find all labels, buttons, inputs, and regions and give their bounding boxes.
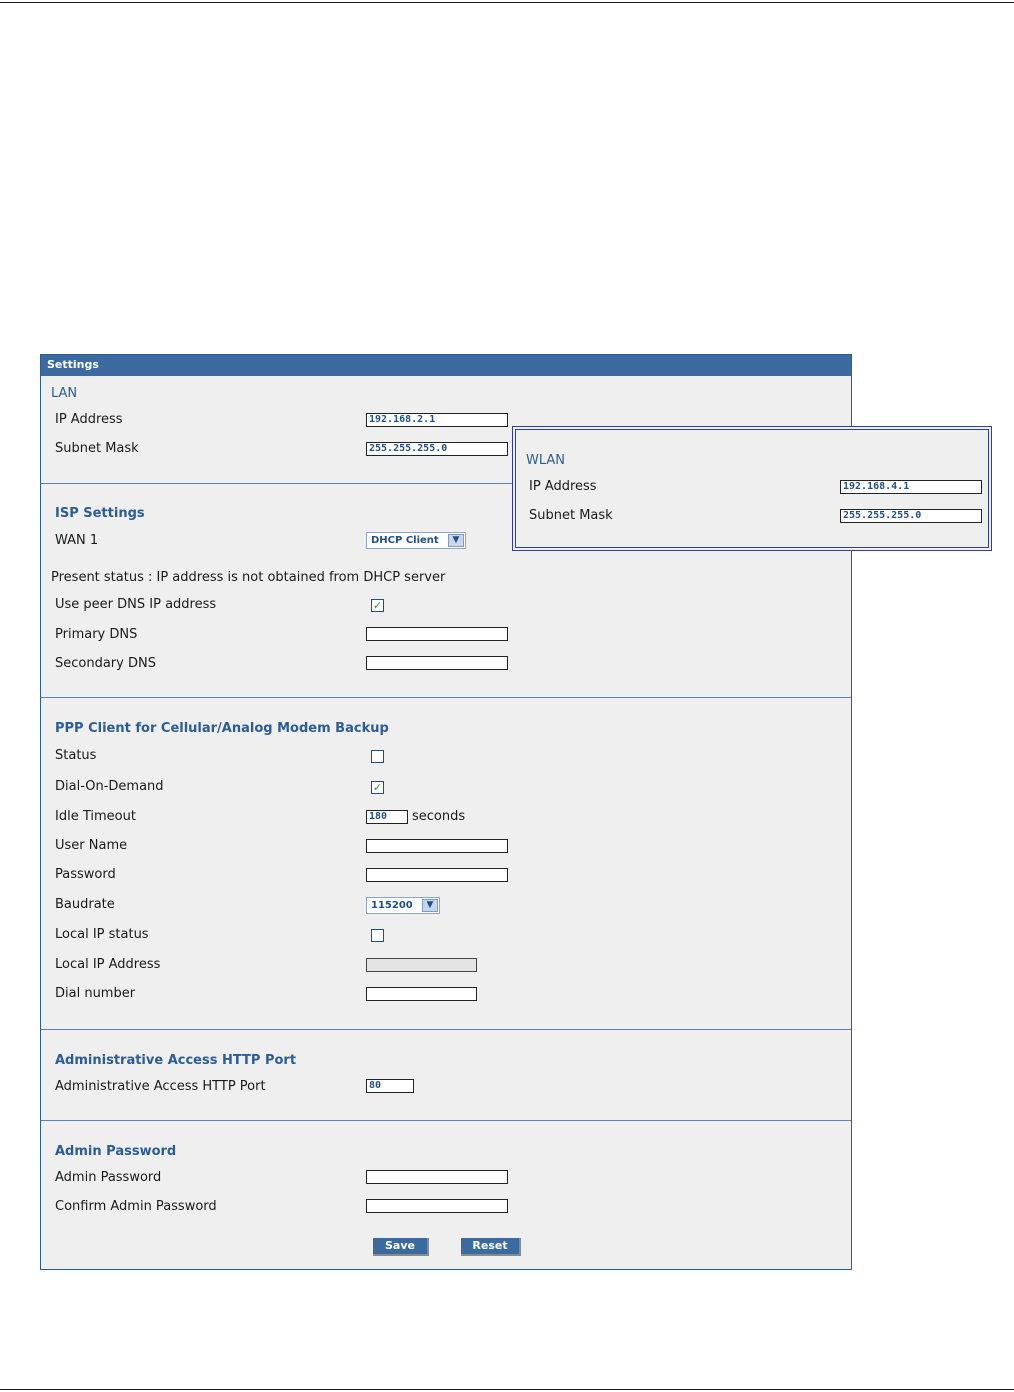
wlan-heading: WLAN [526,453,566,468]
lan-ip-input[interactable]: 192.168.2.1 [366,413,508,427]
wlan-ip-label: IP Address [529,479,597,494]
ppp-status-checkbox[interactable] [371,750,384,763]
isp-heading: ISP Settings [55,506,145,521]
reset-button[interactable]: Reset [461,1238,521,1256]
section-divider [41,697,851,698]
baudrate-select-value: 115200 [371,900,413,911]
local-ip-input[interactable] [366,958,477,972]
save-button[interactable]: Save [373,1238,429,1256]
user-name-input[interactable] [366,839,508,853]
peer-dns-checkbox[interactable] [371,599,384,612]
present-status: Present status : IP address is not obtained from DHCP server [51,570,446,585]
wlan-ip-input[interactable]: 192.168.4.1 [840,480,982,494]
secondary-dns-label: Secondary DNS [55,656,156,671]
wlan-panel [512,426,992,551]
idle-timeout-label: Idle Timeout [55,809,136,824]
section-divider [41,1120,851,1121]
idle-timeout-unit: seconds [412,809,466,824]
top-rule [0,2,1014,3]
lan-heading: LAN [51,386,78,401]
http-heading: Administrative Access HTTP Port [55,1053,297,1068]
dod-checkbox[interactable] [371,781,384,794]
local-ip-label: Local IP Address [55,957,161,972]
dial-number-input[interactable] [366,987,477,1001]
ppp-status-label: Status [55,748,97,763]
admin-heading: Admin Password [55,1144,177,1159]
dod-label: Dial-On-Demand [55,779,164,794]
chevron-down-icon: ▼ [422,899,438,912]
chevron-down-icon: ▼ [448,534,464,547]
local-ip-status-label: Local IP status [55,927,149,942]
panel-title: Settings [41,355,851,376]
bottom-rule [0,1389,1014,1390]
admin-password-input[interactable] [366,1170,508,1184]
wlan-mask-input[interactable]: 255.255.255.0 [840,509,982,523]
primary-dns-label: Primary DNS [55,627,138,642]
lan-mask-label: Subnet Mask [55,441,139,456]
http-port-label: Administrative Access HTTP Port [55,1079,266,1094]
wlan-mask-label: Subnet Mask [529,508,613,523]
local-ip-status-checkbox[interactable] [371,929,384,942]
user-name-label: User Name [55,838,128,853]
wan-label: WAN 1 [55,533,99,548]
confirm-password-input[interactable] [366,1199,508,1213]
admin-password-label: Admin Password [55,1170,162,1185]
secondary-dns-input[interactable] [366,656,508,670]
peer-dns-label: Use peer DNS IP address [55,597,217,612]
dial-number-label: Dial number [55,986,136,1001]
confirm-password-label: Confirm Admin Password [55,1199,217,1214]
lan-ip-label: IP Address [55,412,123,427]
lan-mask-input[interactable]: 255.255.255.0 [366,442,508,456]
wan-select-value: DHCP Client [371,535,439,546]
baudrate-select[interactable] [366,897,440,914]
idle-timeout-input[interactable]: 180 [366,810,408,824]
primary-dns-input[interactable] [366,627,508,641]
check-icon: ✓ [372,781,383,794]
wan-select[interactable] [366,532,466,549]
password-input[interactable] [366,868,508,882]
ppp-heading: PPP Client for Cellular/Analog Modem Backup [55,721,389,736]
http-port-input[interactable]: 80 [366,1079,414,1093]
baudrate-label: Baudrate [55,897,115,912]
section-divider [41,1029,851,1030]
check-icon: ✓ [372,599,383,612]
password-label: Password [55,867,116,882]
